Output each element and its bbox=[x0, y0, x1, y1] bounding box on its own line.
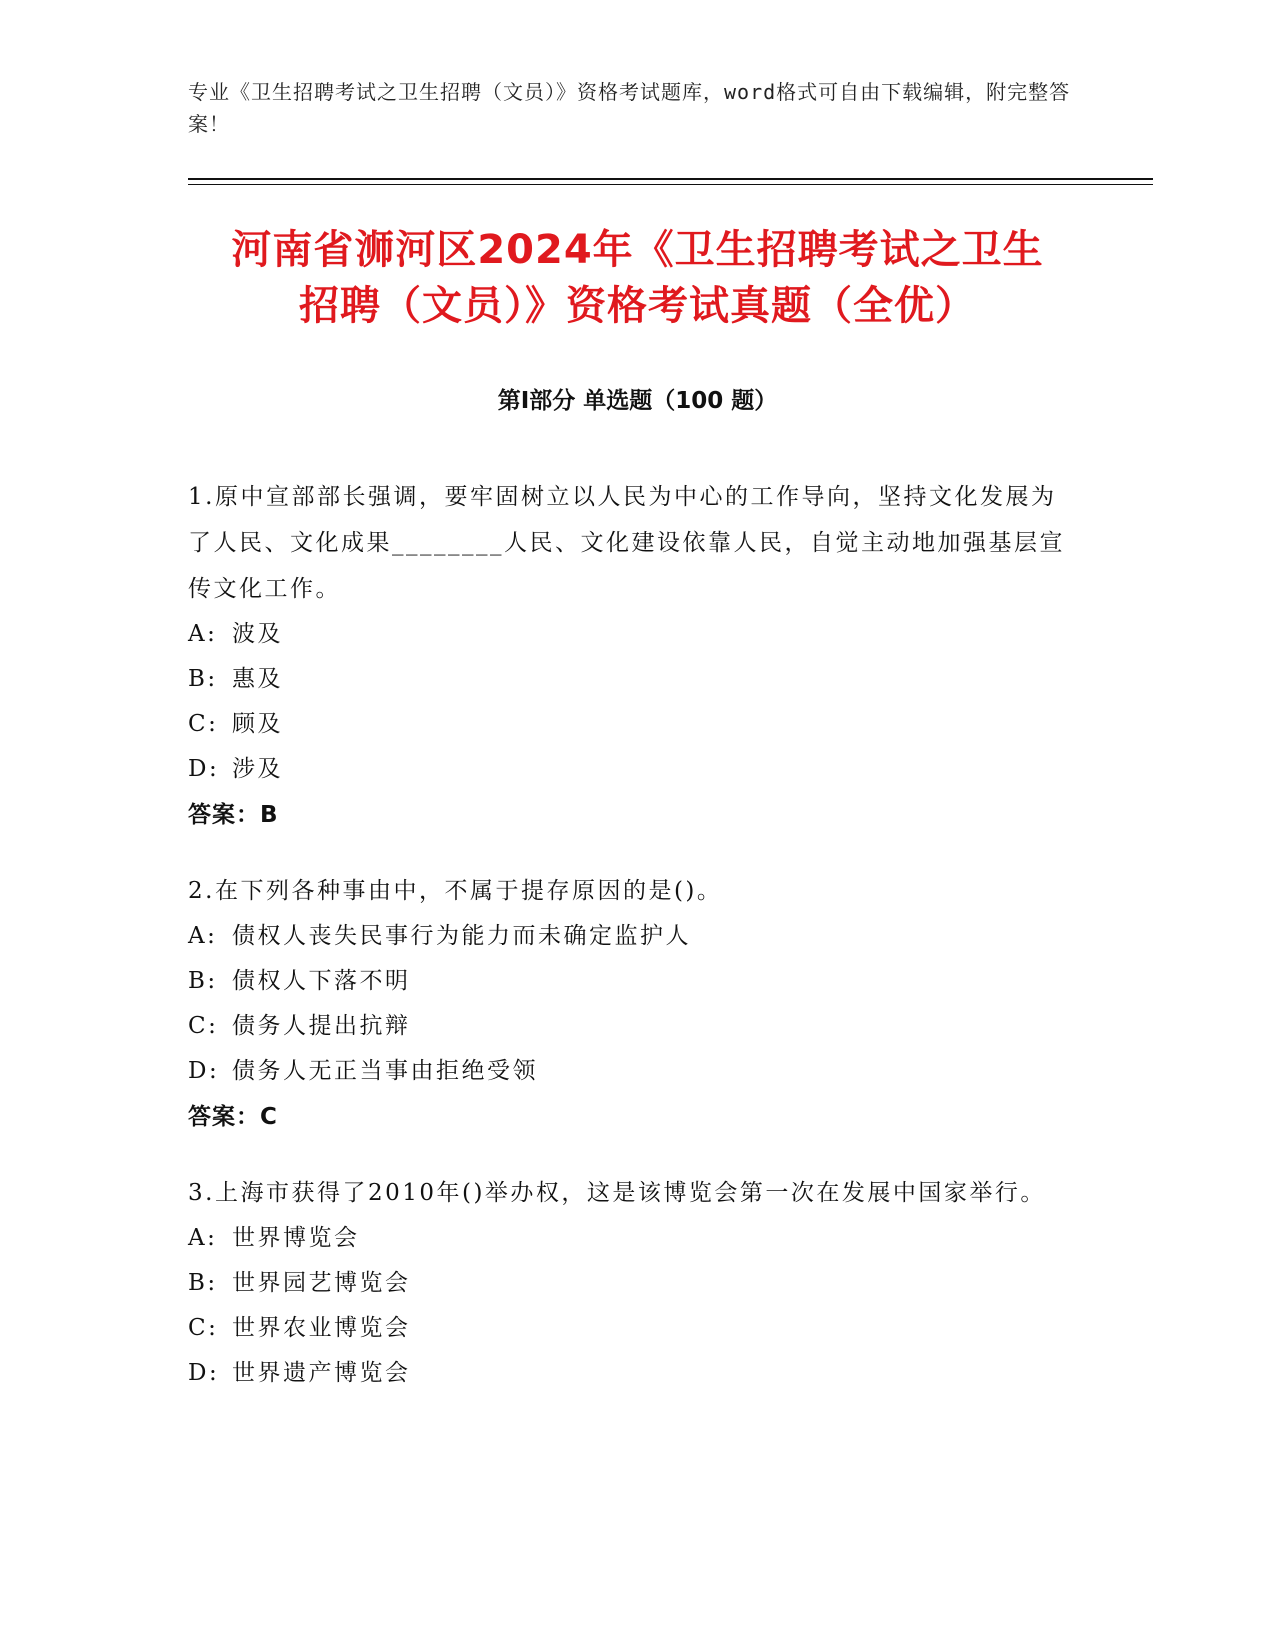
option-text: 惠及 bbox=[232, 666, 283, 692]
option-c bbox=[188, 1004, 1068, 1049]
option-b bbox=[188, 1261, 1068, 1306]
option-text: 顾及 bbox=[232, 711, 283, 737]
option-d bbox=[188, 747, 1068, 792]
option-text: 世界园艺博览会 bbox=[232, 1270, 411, 1296]
option-key: B: bbox=[188, 1270, 218, 1296]
question-2 bbox=[188, 868, 1068, 1140]
option-key: D: bbox=[188, 1360, 220, 1386]
question-1 bbox=[188, 474, 1068, 838]
question-stem: 3.上海市获得了2010年()举办权，这是该博览会第一次在发展中国家举行。 bbox=[188, 1180, 1046, 1206]
option-key: D: bbox=[188, 756, 220, 782]
option-text: 债务人无正当事由拒绝受领 bbox=[232, 1058, 538, 1084]
option-d bbox=[188, 1049, 1068, 1094]
option-c bbox=[188, 1306, 1068, 1351]
option-key: C: bbox=[188, 1013, 219, 1039]
document-title-line-2: 招聘（文员）》资格考试真题（全优） bbox=[299, 283, 976, 329]
option-key: C: bbox=[188, 1315, 219, 1341]
option-key: B: bbox=[188, 666, 218, 692]
question-stem: 2.在下列各种事由中，不属于提存原因的是()。 bbox=[188, 878, 723, 904]
option-key: C: bbox=[188, 711, 219, 737]
document-title-line-1: 河南省浉河区2024年《卫生招聘考试之卫生 bbox=[231, 227, 1044, 273]
option-d bbox=[188, 1351, 1068, 1396]
option-text: 世界博览会 bbox=[232, 1225, 360, 1251]
question-stem: 1.原中宣部部长强调，要牢固树立以人民为中心的工作导向，坚持文化发展为了人民、文化成果________人民、文化建设依靠人民，自觉主动地加强基层宣传文化工作。 bbox=[188, 484, 1065, 602]
option-c bbox=[188, 702, 1068, 747]
document-title bbox=[170, 222, 1105, 334]
answer: 答案：B bbox=[188, 802, 279, 828]
option-key: B: bbox=[188, 968, 218, 994]
option-text: 债务人提出抗辩 bbox=[232, 1013, 411, 1039]
option-text: 世界农业博览会 bbox=[232, 1315, 411, 1341]
option-key: A: bbox=[188, 923, 218, 949]
option-a bbox=[188, 612, 1068, 657]
option-text: 债权人丧失民事行为能力而未确定监护人 bbox=[232, 923, 691, 949]
option-b bbox=[188, 657, 1068, 702]
option-text: 世界遗产博览会 bbox=[232, 1360, 411, 1386]
section-title: 第Ⅰ部分 单选题（100 题） bbox=[497, 388, 778, 414]
answer: 答案：C bbox=[188, 1104, 278, 1130]
option-a bbox=[188, 1216, 1068, 1261]
option-b bbox=[188, 959, 1068, 1004]
header-note: 专业《卫生招聘考试之卫生招聘（文员）》资格考试题库，word格式可自由下载编辑，附完整答案！ bbox=[188, 80, 1071, 136]
question-list bbox=[188, 474, 1068, 1426]
option-key: D: bbox=[188, 1058, 220, 1084]
question-3 bbox=[188, 1170, 1068, 1396]
option-text: 波及 bbox=[232, 621, 283, 647]
option-text: 债权人下落不明 bbox=[232, 968, 411, 994]
option-a bbox=[188, 914, 1068, 959]
option-text: 涉及 bbox=[232, 756, 283, 782]
option-key: A: bbox=[188, 1225, 218, 1251]
header-divider-thin bbox=[188, 184, 1153, 185]
option-key: A: bbox=[188, 621, 218, 647]
header-divider-thick bbox=[188, 178, 1153, 180]
